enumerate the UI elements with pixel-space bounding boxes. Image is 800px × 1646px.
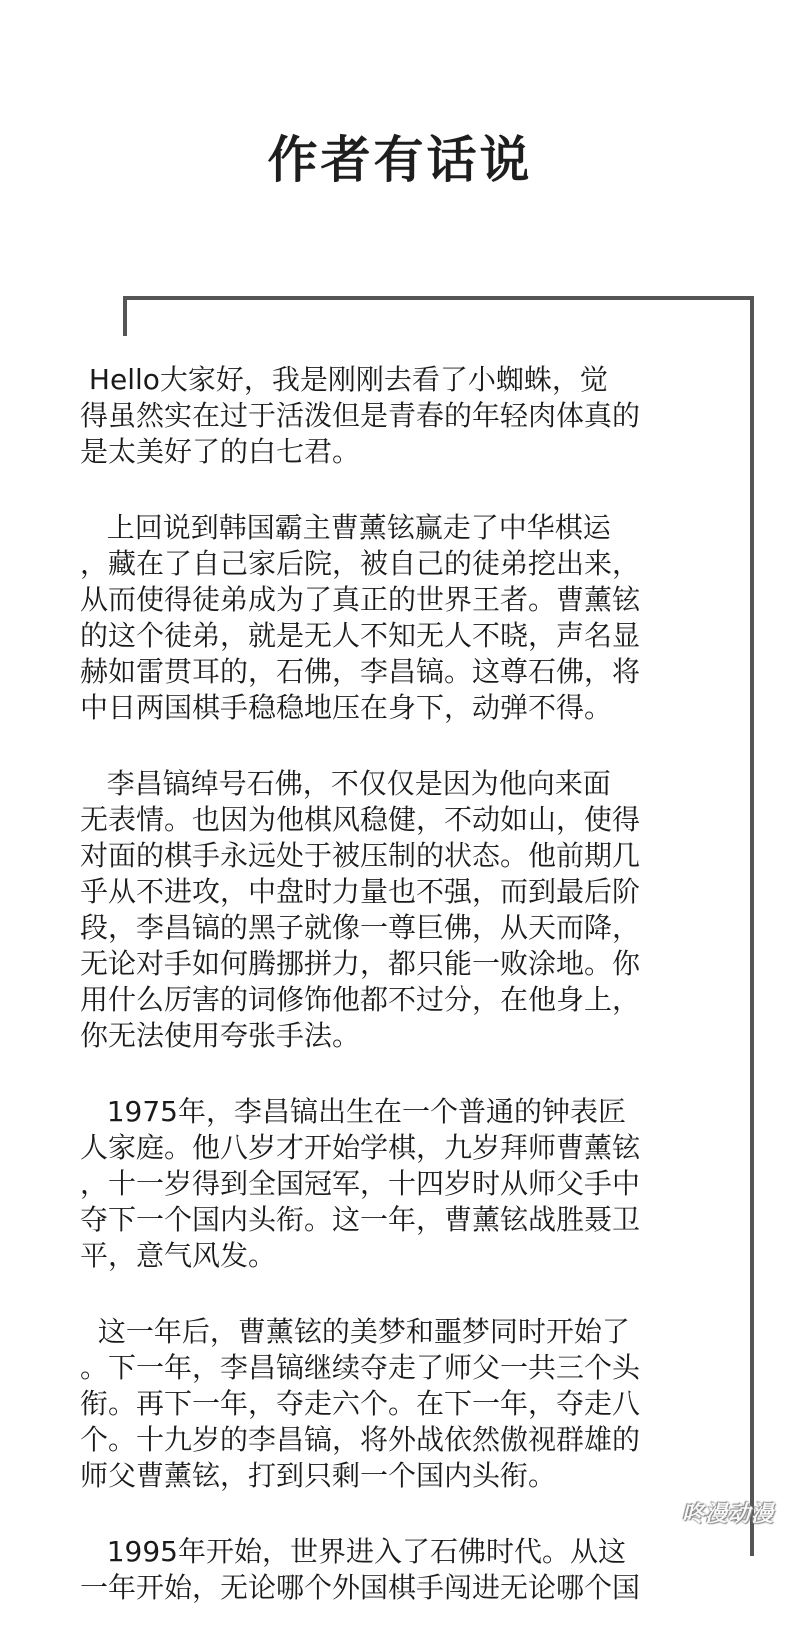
paragraph-greeting: Hello大家好，我是刚刚去看了小蜘蛛，觉 得虽然实在过于活泼但是青春的年轻肉体真的 是太美好了的白七君。 — [80, 363, 641, 468]
paragraph-recap: 上回说到韩国霸主曹薰铉赢走了中华棋运 ，藏在了自己家后院，被自己的徒弟挖出来， 从而使得徒弟成为了真正的世界王者。曹薰铉 的这个徒弟，就是无人不知无人不晓，声名显 赫如雷贯耳的，石佛，李昌镐。这尊石佛，将 中日两国棋手稳稳地压在身下，动弹不得。 — [80, 511, 641, 724]
page-title: 作者有话说 — [267, 130, 533, 189]
paragraph-1995: 1995年开始，世界进入了石佛时代。从这 一年开始，无论哪个外国棋手闯进无论哪个国 — [80, 1535, 641, 1604]
paragraph-stone-buddha: 李昌镐绰号石佛，不仅仅是因为他向来面 无表情。也因为他棋风稳健，不动如山，使得 对面的棋手永远处于被压制的状态。他前期几 乎从不进攻，中盘时力量也不强，而到最后阶 段，李昌镐的黑子就像一尊巨佛，从天而降， 无论对手如何腾挪拼力，都只能一败涂地。你 用什么厉害的词修饰他都不过分，在他身上， 你无法使用夸张手法。 — [80, 767, 641, 1052]
frame-top-border — [123, 296, 754, 300]
frame-right-border — [750, 296, 754, 1556]
article-body — [80, 362, 725, 1646]
paragraph-1975: 1975年，李昌镐出生在一个普通的钟表匠 人家庭。他八岁才开始学棋，九岁拜师曹薰铉 ，十一岁得到全国冠军，十四岁时从师父手中 夺下一个国内头衔。这一年，曹薰铉战胜聂卫 平，意气风发。 — [80, 1095, 641, 1272]
watermark-logo: 咚漫动漫 — [681, 1502, 774, 1527]
frame-left-border — [123, 296, 127, 336]
paragraph-after-year: 这一年后，曹薰铉的美梦和噩梦同时开始了 。下一年，李昌镐继续夺走了师父一共三个头 衔。再下一年，夺走六个。在下一年，夺走八 个。十九岁的李昌镐，将外战依然傲视群雄的 师父曹薰铉，打到只剩一个国内头衔。 — [80, 1315, 641, 1492]
